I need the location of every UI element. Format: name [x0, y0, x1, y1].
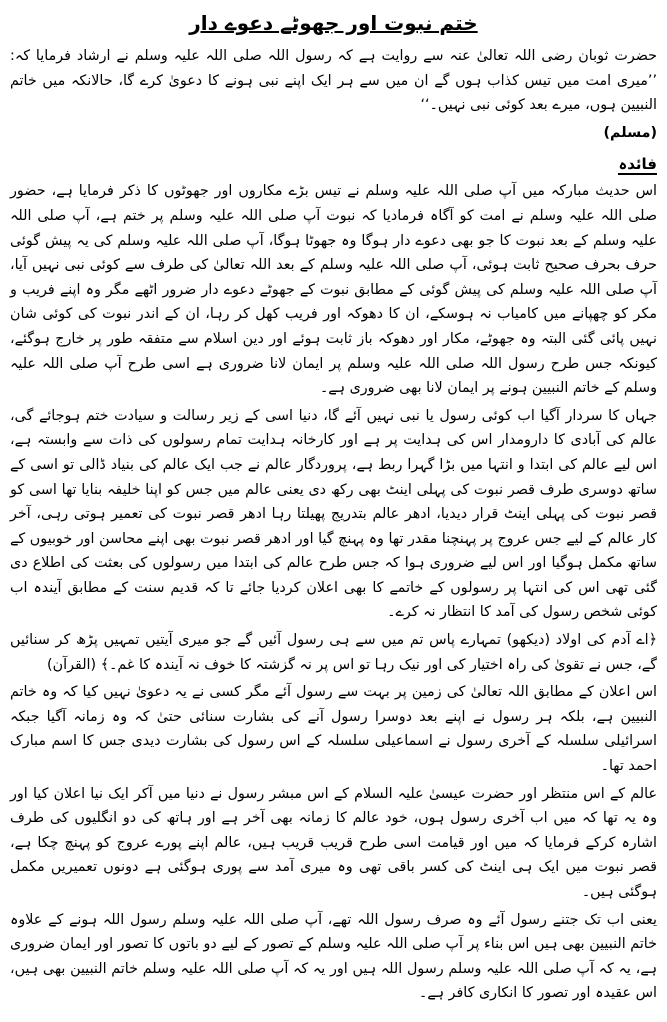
paragraph: یعنی اب تک جتنے رسول آئے وہ صرف رسول اللہ تھے، آپ صلی اللہ علیہ وسلم رسول اللہ ہونے کے علاوہ خاتم النبیین بھی ہیں اس بناء پر آپ صلی اللہ علیہ وسلم کے تصور کے لیے دو باتوں کا تصور اور ایمان ضروری ہے، یہ کہ آپ صلی اللہ علیہ وسلم رسول اللہ ہیں اور یہ کہ آپ صلی اللہ علیہ وسلم خاتم النبیین بھی ہیں، اس عقیدہ اور تصور کا انکاری کافر ہے۔: [10, 911, 657, 1002]
quran-verse: ﴿اے آدم کی اولاد (دیکھو) تمہارے پاس تم میں سے ہی رسول آئیں گے جو میری آیتیں تمہیں پڑھ کر سنائیں گے، جس نے تقویٰ کی راہ اختیار کی اور نیک رہا تو اس پر نہ گزشتہ کا خوف نہ آیندہ کا غم۔﴾ (القرآن): [10, 632, 657, 673]
paragraph: اس اعلان کے مطابق اللہ تعالیٰ کی زمین پر بہت سے رسول آئے مگر کسی نے یہ دعویٰ نہیں کیا کہ وہ خاتم النبیین ہے، بلکہ ہر رسول نے اپنے بعد دوسرا رسول آنے کی بشارت سنائی حتیٰ کہ وہ زمانہ آگیا جبکہ اسرائیلی سلسلہ کے آخری رسول نے اسماعیلی سلسلہ کے اس رسول کی بشارت دیدی جس کا اسم مبارک احمد تھا۔: [10, 684, 657, 775]
paragraph: عالم کے اس منتظر اور حضرت عیسیٰ علیہ السلام کے اس مبشر رسول نے دنیا میں آکر ایک نیا اعلان کیا اور وہ یہ تھا کہ میں اب آخری رسول ہوں، خود عالم کا زمانہ بھی آخر ہے اور ہاتھ کی دو انگلیوں کی طرف اشارہ کرکے فرمایا کہ میں اور قیامت اسی طرح قریب قریب ہیں، عالم اپنے پورے عروج کو پہنچ چکا ہے، قصر نبوت میں ایک ہی اینٹ کی کسر باقی تھی وہ میری آمد سے پوری ہوگئی ہے دونوں تعمیریں مکمل ہوگئی ہیں۔: [10, 785, 657, 900]
document-page: [10, 6, 657, 1009]
section-heading: فائدہ: [618, 155, 657, 174]
paragraph: اس حدیث مبارکہ میں آپ صلی اللہ علیہ وسلم نے تیس بڑے مکاروں اور جھوٹوں کا ذکر فرمایا ہے، حضور صلی اللہ علیہ وسلم نے امت کو آگاہ فرمادیا کہ نبوت آپ صلی اللہ علیہ وسلم پر ختم ہے، آپ صلی اللہ علیہ وسلم کے بعد نبوت کا جو بھی دعوے دار ہوگا وہ جھوٹا ہوگا، آپ صلی اللہ علیہ وسلم کی یہ پیش گوئی حرف بحرف صحیح ثابت ہوئی، آپ صلی اللہ علیہ وسلم کے بعد اللہ تعالیٰ کی طرف سے کوئی نبی نہیں آیا، آپ صلی اللہ علیہ وسلم کی پیش گوئی کے مطابق نبوت کے جھوٹے دعوے دار ضرور اٹھے مگر وہ اپنے فریب و مکر کو چھپانے میں کامیاب نہ ہوسکے، ان کا دھوکہ اور فریب کھل کر رہا، ان کے اندر نبوت کی کوئی شان نہیں پائی گئی البتہ وہ جھوٹے، مکار اور دھوکہ باز ثابت ہوئے اور دین اسلام سے متفقہ طور پر خارج ہوگئے، کیونکہ جس طرح رسول اللہ صلی اللہ علیہ وسلم پر ایمان لانا ضروری ہے اسی طرح آپ صلی اللہ علیہ وسلم کے خاتم النبیین ہونے پر ایمان لانا بھی ضروری ہے۔: [10, 183, 657, 397]
paragraph: جہاں کا سردار آگیا اب کوئی رسول یا نبی نہیں آئے گا، دنیا اسی کے زیر رسالت و سیادت ختم ہوجائے گی، عالم کی آبادی کا دارومدار اس کی ہدایت پر ہے اور کارخانہ ہدایت تمام رسولوں کی ذات سے وابستہ ہے، اس لیے عالم کی ابتدا و انتہا میں بڑا گہرا ربط ہے، پروردگار عالم نے جب ایک عالم کی بنیاد ڈالی تو اسی کے ساتھ دوسری طرف قصر نبوت کی پہلی اینٹ بھی رکھ دی یعنی عالم میں جس کو اپنا خلیفہ بنایا تھا اسی کو قصر نبوت کی پہلی اینٹ قرار دیدیا، ادھر عالم بتدریج پھیلتا رہا ادھر قصر نبوت کی تعمیر ہوتی رہی، آخر کار عالم کے لیے جس عروج پر پہنچنا مقدر تھا وہ پہنچ گیا اور ادھر قصر نبوت بھی اپنے محاسن اور خوبیوں کے ساتھ مکمل ہوگیا اور اس لیے ضروری ہوا کہ جس طرح عالم کی ابتدا میں رسولوں کی بعثت کی اطلاع دی گئی تھی اس کی انتہا پر رسولوں کے خاتمے کا بھی اعلان کردیا جائے تا کہ قدیم سنت کے مطابق آیندہ اب کوئی شخص رسول کی آمد کا انتظار نہ کرے۔: [10, 407, 657, 621]
hadith-text: حضرت ثوبان رضی اللہ تعالیٰ عنہ سے روایت ہے کہ رسول اللہ صلی اللہ علیہ وسلم نے ارشاد فرمایا کہ: ’’میری امت میں تیس کذاب ہوں گے ان میں سے ہر ایک اپنے نبی ہونے کا دعویٰ کرے گا، حالانکہ میں خاتم النبیین ہوں، میرے بعد کوئی نبی نہیں۔‘‘: [10, 48, 657, 114]
page-title: ختم نبوت اور جھوٹے دعوے دار: [189, 11, 478, 35]
hadith-source: (مسلم): [603, 124, 657, 141]
